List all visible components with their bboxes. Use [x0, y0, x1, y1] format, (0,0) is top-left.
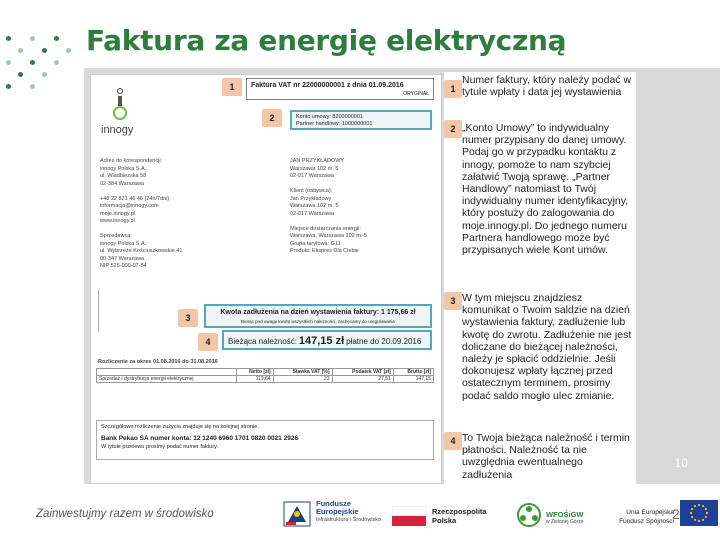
address-line: 02-017 Warszawa: [290, 210, 335, 217]
table-cell: 147,15: [393, 376, 433, 383]
marker-right-1: 1: [444, 80, 462, 98]
decorative-dot: [66, 48, 71, 53]
decorative-dot: [30, 84, 35, 89]
billing-table: [96, 368, 434, 383]
address-line: Warszawa 102 m. 5: [290, 203, 339, 209]
address-line: JAN PRZYKŁADOWY: [290, 158, 345, 164]
table-header-cell: [97, 369, 237, 376]
address-line: Jan Przykładowy: [290, 195, 332, 202]
table-header-row: [97, 369, 434, 376]
european-funds-logo-icon: [282, 500, 312, 528]
contract-account-line: Konto umowy: 8200000001: [296, 114, 363, 120]
customer-block: [290, 158, 367, 256]
decorative-dot: [6, 60, 11, 65]
address-line: [290, 218, 367, 226]
eu-star: [691, 508, 693, 510]
eu-star: [694, 505, 696, 507]
explanation-1-text: Numer faktury, który należy podać w tytule wpłaty i data jej wystawienia: [462, 74, 632, 99]
invoice-number-text: Faktura VAT nr 22000000001 z dnia 01.09.2016: [251, 82, 404, 89]
eu-star: [706, 512, 708, 514]
rp-line-1: Rzeczpospolita: [432, 507, 487, 516]
address-line: Miejsce dostarczania energii:: [290, 225, 361, 232]
address-line: ul. Wybrzeże Kościuszkowskie 41: [100, 248, 183, 254]
address-line: Produkt: Ekspres Dla Ciebie: [290, 248, 359, 254]
explanation-4: [462, 432, 632, 484]
current-amount-value: 147,15 zł: [298, 335, 345, 347]
trade-partner-line: Partner handlowy: 1000000001: [296, 121, 373, 127]
address-line: moje.innogy.pl: [100, 210, 136, 217]
explanation-3: [462, 292, 632, 402]
slide-number: 2: [672, 506, 680, 522]
address-line: [100, 226, 182, 234]
table-cell: Sprzedaż i dystrybucja energii elektrycznej: [97, 376, 237, 383]
explanation-2: [462, 122, 632, 256]
address-line: +48 22 821 46 46 (24h/7dni): [100, 195, 170, 202]
marker-left-2: 2: [262, 109, 282, 127]
current-amount-label: Bieżąca należność:: [228, 337, 297, 346]
current-amount-box: [222, 330, 432, 350]
decorative-dot: [6, 84, 11, 89]
table-header-cell: Stawka VAT [%]: [273, 369, 332, 376]
eu-label: [610, 508, 674, 526]
explanation-3-text: W tym miejscu znajdziesz komunikat o Twoim saldzie na dzień wystawienia faktury, zadłużenie lub kwotę do zwrotu. Zadłużenie nie jest doliczane do bieżącej należności, należy je spłacić oddzielnie. Jeśli dokonujesz wpłaty łącznej przed ostatecznym terminem, prosimy podać saldo mogło ulec zmianie.: [462, 292, 632, 402]
eu-star: [698, 504, 700, 506]
wf-title: WFOŚiGW: [546, 510, 584, 519]
european-funds-label: [316, 500, 381, 524]
table-cell: 23: [273, 376, 332, 383]
address-line: innogy Polska S.A.: [100, 165, 147, 172]
slide-title: Faktura za energię elektryczną: [86, 24, 567, 57]
address-line: [100, 188, 182, 196]
decorative-dot: [54, 36, 59, 41]
explanation-2-text: „Konto Umowy” to indywidualny numer przypisany do danej umowy. Podaj go w przypadku kontaktu z innogy, pomoże to nam szybciej załatwić Twoją sprawę. „Partner Handlowy” natomiast to Twój indywidualny numer identyfikacyjny, który postuży do zalogowania do moje.innogy.pl. Do jednego numeru Partnera handlowego może być przypisanych wiele Kont umów.: [462, 122, 629, 257]
marker-right-4: 4: [444, 432, 462, 450]
decorative-dot: [42, 48, 47, 53]
table-cell: 27,51: [332, 376, 393, 383]
eu-line-1: Unia Europejska: [626, 509, 674, 516]
footer-slogan: Zainwestujmy razem w środowisko: [36, 508, 214, 520]
table-cell: 119,64: [236, 376, 273, 383]
current-amount-due: płatne do 20.09.2016: [346, 337, 422, 346]
wfosigw-label: [546, 510, 584, 525]
decorative-dot: [42, 72, 47, 77]
decorative-dot: [30, 36, 35, 41]
debt-amount-line: Kwota zadłużenia na dzień wystawienia faktury: 1 175,66 zł: [220, 309, 416, 316]
eu-star: [702, 505, 704, 507]
explanation-4-text: To Twoja bieżąca należność i termin płatności. Należność ta nie uwzględnia ewentualnego zadłużenia: [462, 432, 630, 481]
address-line: Adres do korespondencji:: [100, 158, 163, 164]
address-line: NIP 525-000-07-84: [100, 263, 147, 269]
invoice-number-box: [246, 78, 434, 100]
wf-subtitle: w Zielonej Górze: [546, 519, 584, 525]
address-line: innogy Polska S.A.: [100, 240, 147, 247]
marker-left-4: 4: [198, 333, 218, 351]
polish-flag-icon: [392, 506, 426, 526]
eu-star: [691, 516, 693, 518]
payment-info-box: [96, 420, 434, 460]
innogy-logo-bar: [118, 96, 122, 106]
address-line: Klient (nabywca):: [290, 188, 333, 194]
table-row: [97, 376, 434, 383]
fe-subtitle: Infrastruktura i Środowisko: [316, 517, 382, 523]
side-vertical-text: [98, 290, 99, 332]
address-line: 02-017 Warszawa: [290, 173, 335, 179]
address-line: 02-384 Warszawa: [100, 180, 145, 187]
table-header-cell: Podatek VAT [zł]: [332, 369, 393, 376]
eu-flag-icon: [680, 500, 718, 526]
eu-line-2: Fundusz Spójności: [619, 518, 674, 525]
innogy-logo-ring-icon: [113, 106, 127, 120]
address-line: Warszawa, Warszawa 102 m. 5: [290, 233, 367, 239]
decorative-dot: [18, 72, 23, 77]
table-header-cell: Brutto [zł]: [393, 369, 433, 376]
contract-account-box: [290, 110, 432, 130]
address-line: ul. Wiadbiezska 58: [100, 173, 147, 179]
bank-note: W tytule przelewu prosimy podać numer faktury.: [101, 444, 218, 450]
decorative-dot: [30, 60, 35, 65]
marker-right-2: 2: [444, 120, 462, 138]
eu-star: [702, 519, 704, 521]
address-line: 00-347 Warszawa: [100, 255, 145, 262]
wfosigw-logo-icon: [516, 502, 542, 528]
slide-number-faint: 10: [674, 456, 688, 470]
address-line: www.innogy.pl: [100, 218, 135, 224]
details-note: Szczegółowe rozliczenie zużycia znajduje się na kolejnej stronie.: [101, 424, 259, 430]
decorative-dot: [54, 60, 59, 65]
table-header-cell: Netto [zł]: [236, 369, 273, 376]
rp-line-2: Polska: [432, 516, 457, 525]
marker-right-3: 3: [444, 292, 462, 310]
fe-title-1: Fundusze: [316, 499, 351, 508]
fe-title-2: Europejskie: [316, 507, 359, 516]
address-line: Grupa taryfowa: G11: [290, 240, 341, 247]
eu-star: [694, 519, 696, 521]
debt-info-box: [204, 304, 432, 328]
correspondence-block: [100, 158, 182, 271]
eu-star: [690, 512, 692, 514]
polish-republic-label: [432, 507, 487, 525]
eu-star: [705, 516, 707, 518]
invoice-original-label: ORYGINAŁ: [403, 91, 429, 97]
billing-period: Rozliczenie za okres 01.08.2016 do 31.08.2016: [98, 359, 218, 365]
bank-account-line: Bank Pekao SA numer konta: 12 1240 6960 1701 0820 0021 2926: [101, 435, 299, 442]
address-line: informacja@innogy.com: [100, 203, 159, 209]
debt-note-line: Biorąc pod uwagę kwotę wszystkich należności, zachęcamy do uregulowania: [241, 319, 395, 324]
innogy-logo-text: innogy: [101, 124, 134, 136]
address-line: [290, 181, 367, 189]
innogy-logo-dot: [117, 88, 123, 94]
decorative-dot: [18, 48, 23, 53]
marker-left-3: 3: [178, 309, 198, 327]
decorative-dot: [6, 36, 11, 41]
eu-star: [705, 508, 707, 510]
eu-star: [698, 520, 700, 522]
decorative-dot-grid: [0, 28, 80, 98]
explanation-1: [462, 74, 632, 98]
address-line: Warszawa 102 m. 5: [290, 165, 339, 172]
marker-left-1: 1: [222, 78, 242, 96]
address-line: Sprzedawca:: [100, 233, 132, 239]
